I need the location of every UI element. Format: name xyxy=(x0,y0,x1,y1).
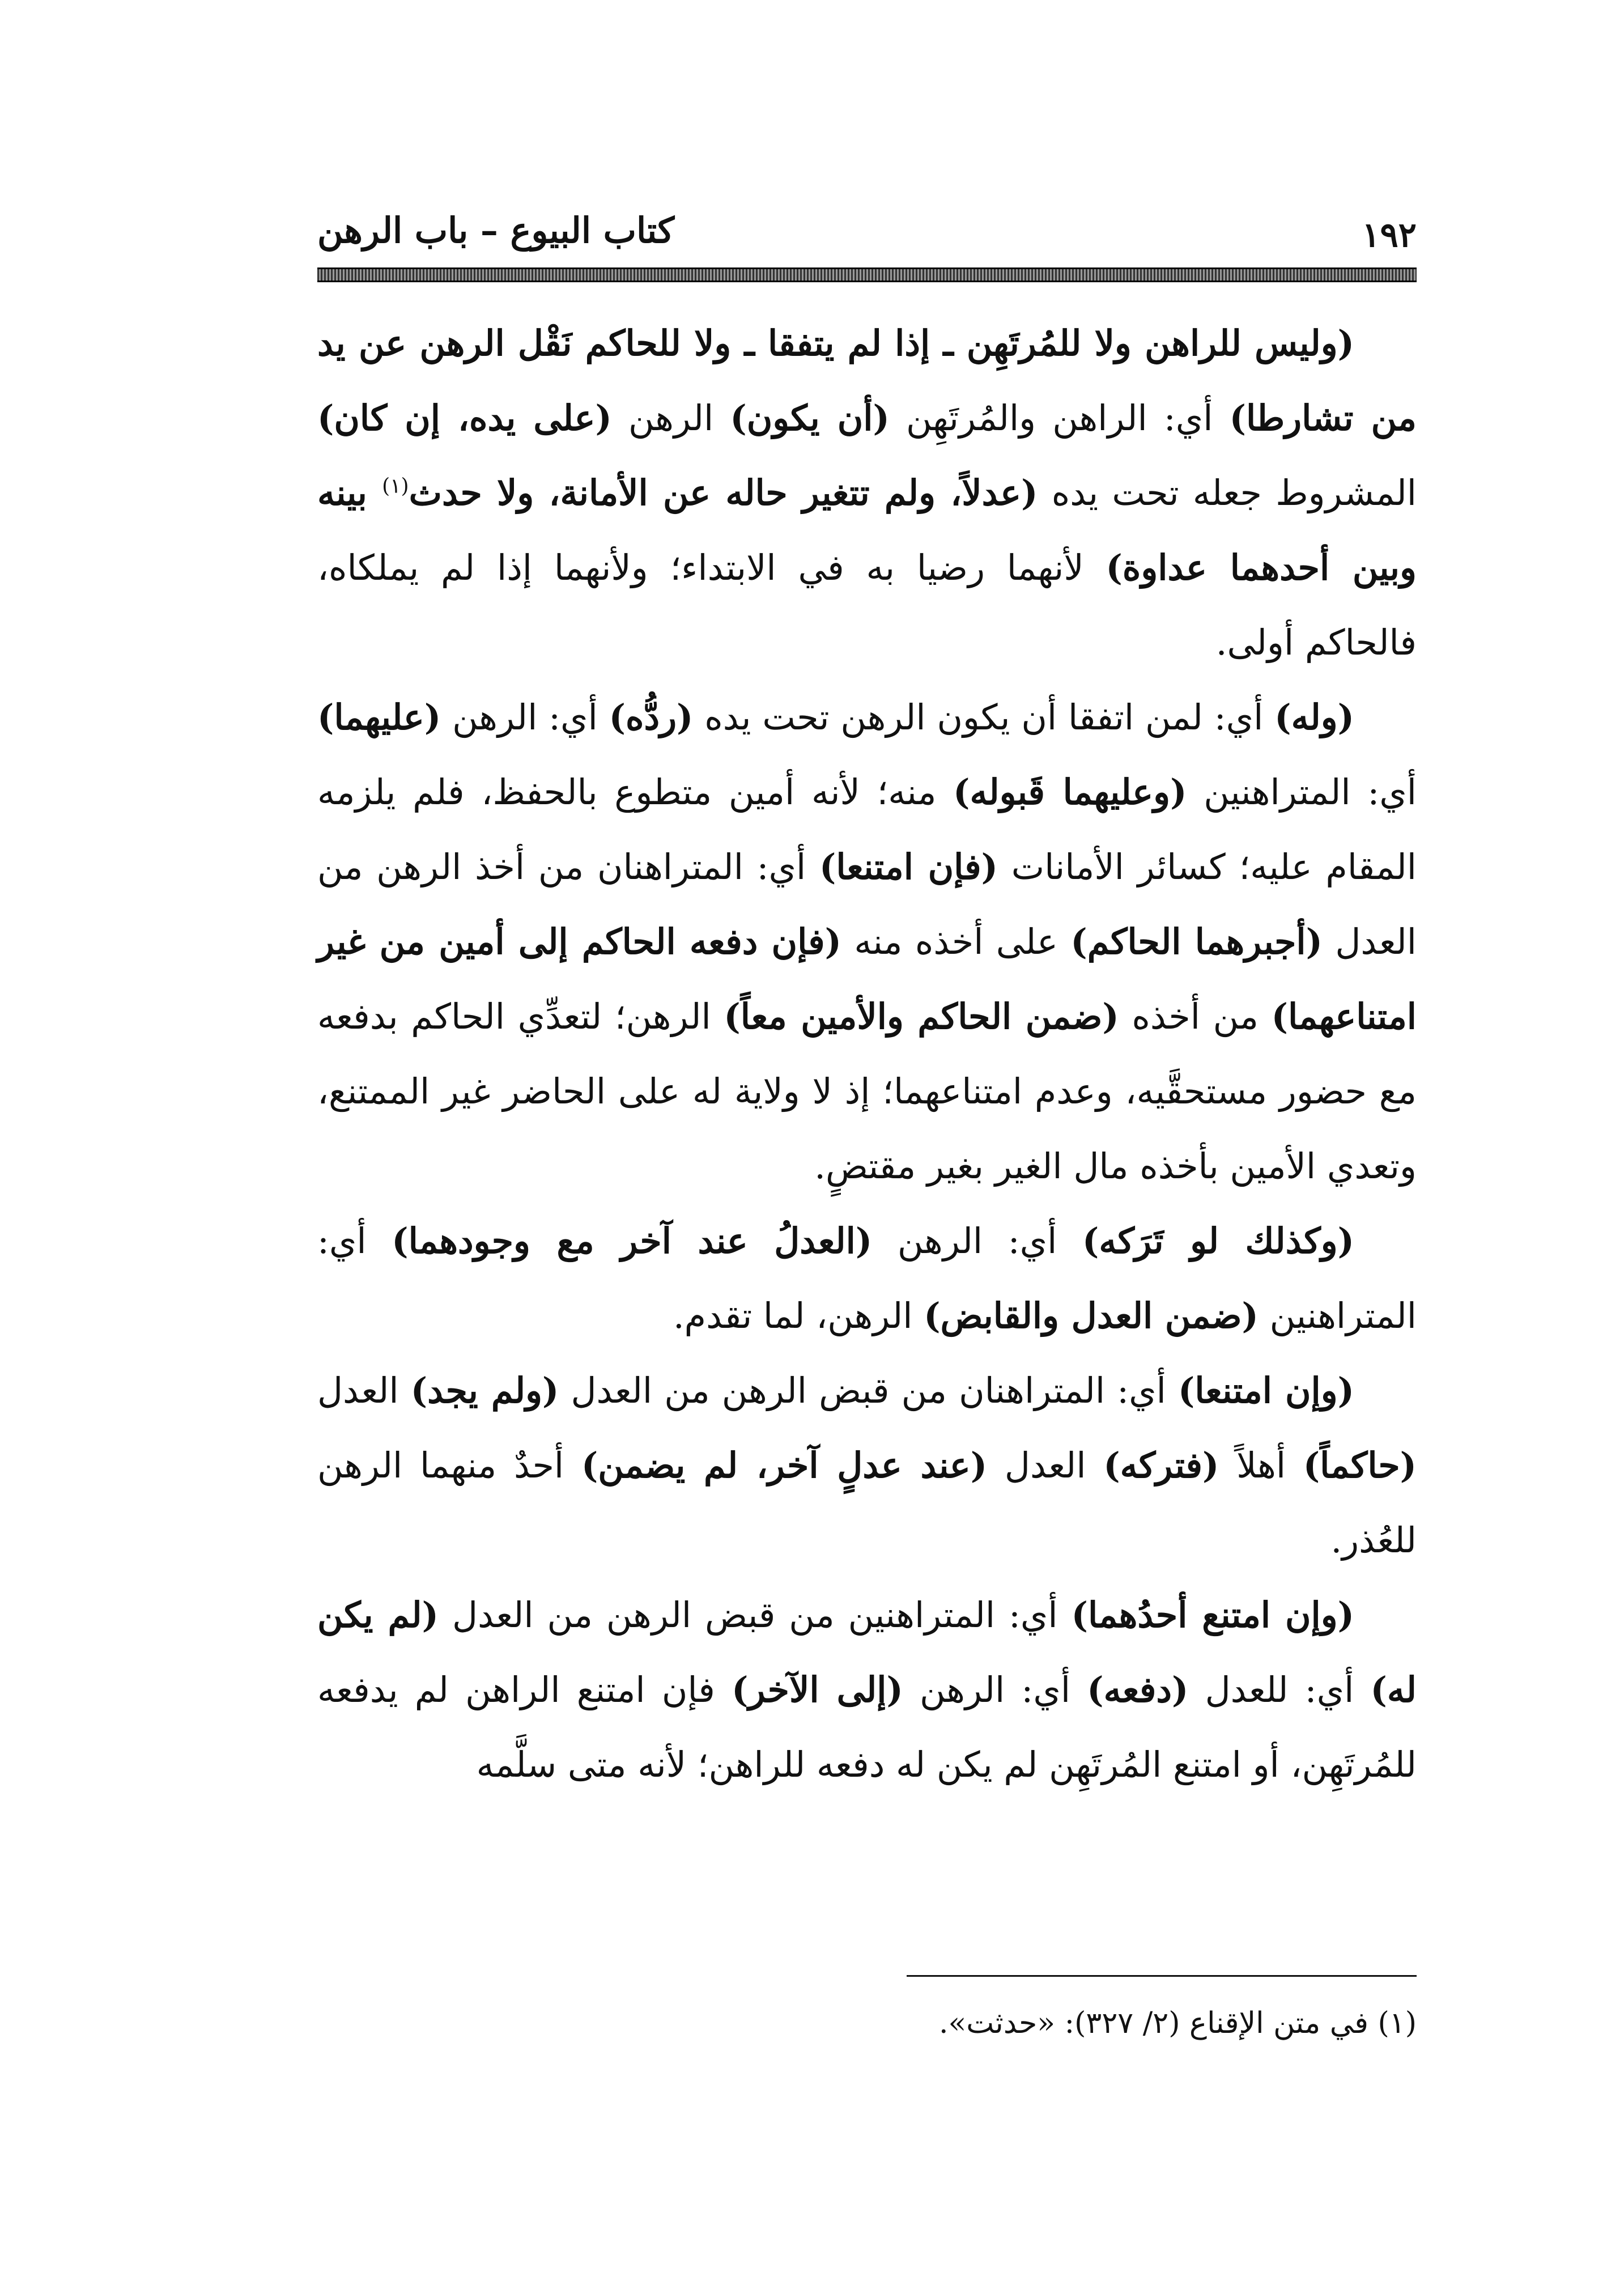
bold-matn-text: (حاكماً) xyxy=(1303,1445,1417,1486)
bold-matn-text: (العدلُ عند آخر مع وجودهما) xyxy=(392,1220,873,1262)
commentary-text: منه؛ لأنه أمين متطوع بالحفظ، فلم يلزمه المقام عليه؛ كسائر الأمانات xyxy=(317,771,1417,888)
commentary-text: أي: الرهن xyxy=(872,1220,1083,1262)
paragraph xyxy=(317,1578,1417,1802)
commentary-text: أي: الراهن والمُرتَهِن xyxy=(889,397,1230,439)
bold-matn-text: (إلى الآخر) xyxy=(732,1669,903,1710)
paragraph xyxy=(317,1353,1417,1578)
commentary-text: أي: المتراهنان من أخذ الرهن من العدل xyxy=(317,846,1417,962)
paragraph xyxy=(317,680,1417,1204)
bold-matn-text: بينه وبين أحدهما عداوة) xyxy=(317,472,1417,588)
bold-matn-text: (عدلاً، ولم تتغير حاله عن الأمانة، ولا حدث xyxy=(409,472,1038,513)
bold-matn-text: (لم يكن له) xyxy=(317,1594,1417,1710)
commentary-text: أي: المتراهنين xyxy=(1187,771,1417,813)
bold-matn-text: (أن يكون) xyxy=(730,397,890,439)
commentary-text: أي: لمن اتفقا أن يكون الرهن تحت يده xyxy=(693,697,1275,738)
commentary-text: أي: المتراهنين من قبض الرهن من العدل xyxy=(439,1594,1072,1636)
bold-matn-text: (وإن امتنع أحدُهما) xyxy=(1071,1594,1355,1636)
header-rule xyxy=(317,267,1417,282)
commentary-text: أي: الرهن xyxy=(441,697,609,738)
page-header xyxy=(317,210,1417,272)
commentary-text: الرهن xyxy=(611,397,730,439)
commentary-text: أي: المتراهنين xyxy=(317,1220,1417,1336)
bold-matn-text: (أجبرهما الحاكم) xyxy=(1070,921,1323,962)
bold-matn-text: (دفعه) xyxy=(1087,1669,1189,1710)
footnote: (١) في متن الإقناع (٢/ ٣٢٧): «حدثت». xyxy=(938,2006,1417,2040)
running-title: كتاب البيوع – باب الرهن xyxy=(317,210,675,251)
bold-matn-text: (فإن امتنعا) xyxy=(819,846,998,888)
bold-matn-text: (فإن دفعه الحاكم إلى أمين من غير امتناعهما) xyxy=(317,921,1417,1037)
bold-matn-text: (عند عدلٍ آخر، لم يضمن) xyxy=(581,1445,988,1486)
body-text xyxy=(317,306,1417,1802)
bold-matn-text: (ردُّه) xyxy=(609,697,694,738)
bold-matn-text: (وعليهما قَبوله) xyxy=(953,771,1187,813)
bold-matn-text: (ضمن الحاكم والأمين معاً) xyxy=(724,996,1119,1037)
footnote-reference: (١) xyxy=(382,474,409,498)
footnote-separator xyxy=(907,1975,1417,1977)
commentary-text: العدل xyxy=(987,1445,1104,1486)
commentary-text: من أخذه xyxy=(1119,996,1272,1037)
bold-matn-text: (على يده، إن كان) xyxy=(317,397,612,439)
commentary-text: أحدٌ منهما الرهن للعُذر. xyxy=(317,1445,1417,1561)
commentary-text: لأنهما رضيا به في الابتداء؛ ولأنهما إذا لم يملكاه، فالحاكم أولى. xyxy=(317,547,1417,663)
commentary-text: الرهن، لما تقدم. xyxy=(673,1295,924,1336)
bold-matn-text: (ولم يجد) xyxy=(410,1370,559,1411)
bold-matn-text: (وإن امتنعا) xyxy=(1177,1370,1355,1411)
bold-matn-text: (وله) xyxy=(1274,697,1355,738)
bold-matn-text: (فتركه) xyxy=(1103,1445,1219,1486)
commentary-text: الرهن؛ لتعدِّي الحاكم بدفعه مع حضور مستحقَّيه، وعدم امتناعهما؛ إذ لا ولاية له على الحاضر غير الممتنع، وتعدي الأمين بأخذه مال الغير بغير مقتضٍ. xyxy=(317,996,1417,1187)
bold-matn-text: (وكذلك لو تَرَكه) xyxy=(1082,1220,1355,1262)
bold-matn-text: (وليس للراهن ولا للمُرتَهِن ـ إذا لم يتفقا ـ ولا للحاكم نَقْل الرهن عن يد من تشارطا) xyxy=(317,322,1417,439)
commentary-text: أي: الرهن xyxy=(903,1669,1087,1710)
paragraph xyxy=(317,306,1417,680)
commentary-text: على أخذه منه xyxy=(841,921,1071,962)
commentary-text: العدل xyxy=(317,1370,411,1411)
commentary-text: أهلاً xyxy=(1219,1445,1303,1486)
commentary-text: فإن امتنع الراهن لم يدفعه للمُرتَهِن، أو امتنع المُرتَهِن لم يكن له دفعه للراهن؛ لأنه متى سلَّمه xyxy=(317,1669,1417,1785)
commentary-text: أي: المتراهنان من قبض الرهن من العدل xyxy=(559,1370,1178,1411)
page-number: ١٩٢ xyxy=(1362,215,1417,255)
bold-matn-text: (عليهما) xyxy=(317,697,441,738)
commentary-text: أي: للعدل xyxy=(1188,1669,1371,1710)
commentary-text: المشروط جعله تحت يده xyxy=(1038,472,1417,513)
paragraph xyxy=(317,1204,1417,1353)
bold-matn-text: (ضمن العدل والقابض) xyxy=(924,1295,1259,1336)
